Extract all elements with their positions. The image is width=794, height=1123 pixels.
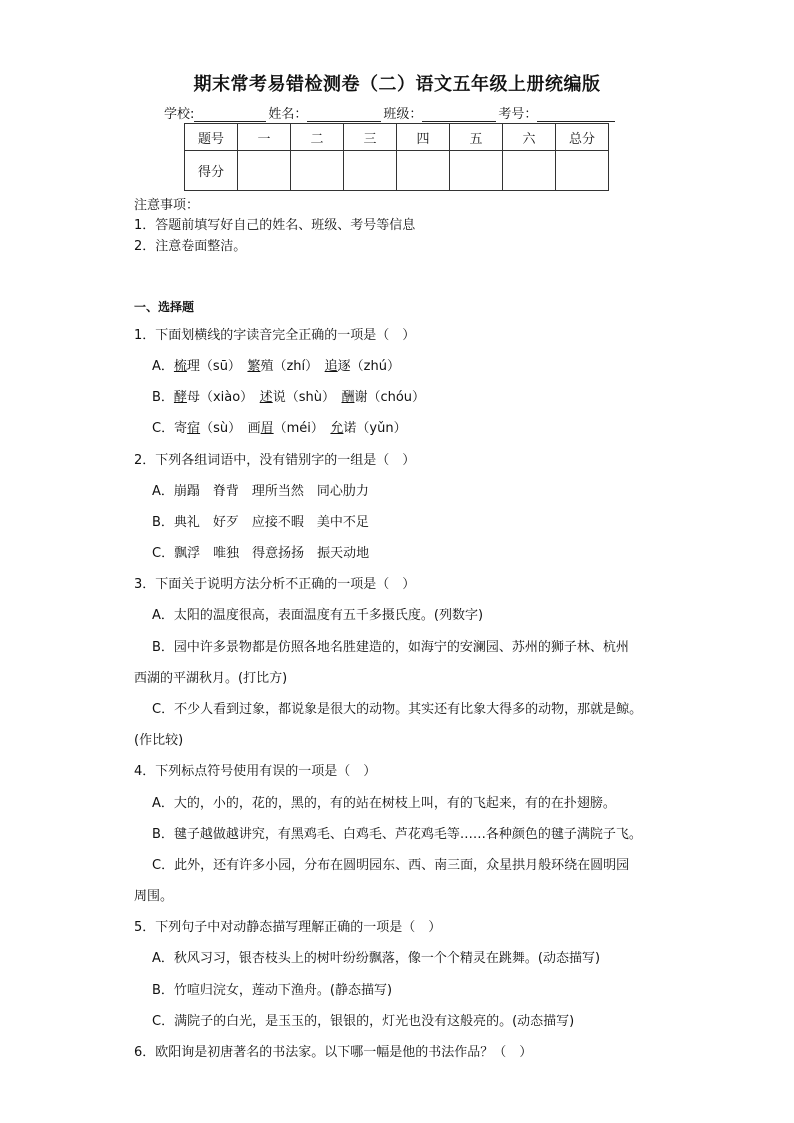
- score-cell[interactable]: [238, 151, 291, 191]
- option-c: C．不少人看到过象，都说象是很大的动物。其实还有比象大得多的动物，那就是鲸。: [152, 702, 643, 717]
- score-header-cell: 题号: [185, 124, 238, 151]
- underlined-char: 允: [330, 421, 344, 436]
- score-cell[interactable]: [291, 151, 344, 191]
- option-text: A．: [152, 359, 174, 374]
- question-stem: 2．下列各组词语中，没有错别字的一组是（ ）: [134, 453, 416, 468]
- score-header-cell: 四: [397, 124, 450, 151]
- class-label: 班级：: [383, 107, 423, 122]
- score-header-cell: 二: [291, 124, 344, 151]
- name-blank: [307, 107, 381, 122]
- page-title: 期末常考易错检测卷（二）语文五年级上册统编版: [193, 74, 601, 95]
- exam-no-blank: [537, 107, 615, 122]
- note-item: 1．答题前填写好自己的姓名、班级、考号等信息: [134, 218, 416, 233]
- underlined-char: 眉: [260, 421, 274, 436]
- question-stem: 3．下面关于说明方法分析不正确的一项是（ ）: [134, 577, 416, 592]
- option-b: B．园中许多景物都是仿照各地名胜建造的，如海宁的安澜园、苏州的狮子林、杭州: [152, 640, 629, 655]
- school-blank: [194, 107, 266, 122]
- underlined-char: 梳: [173, 359, 187, 374]
- score-cell[interactable]: [450, 151, 503, 191]
- option-a: A．大的，小的，花的，黑的，有的站在树枝上叫，有的飞起来，有的在扑翅膀。: [152, 796, 616, 811]
- notes-heading: 注意事项：: [134, 198, 200, 213]
- underlined-char: 酵: [173, 390, 187, 405]
- school-label: 学校:: [164, 107, 195, 122]
- option-b-continued: 西湖的平湖秋月。(打比方): [134, 671, 288, 686]
- option-text: 说（shù）: [272, 390, 342, 405]
- option-text: （méi）: [273, 421, 331, 436]
- option-text: 母（xiào）: [186, 390, 260, 405]
- option-b: B．竹喧归浣女，莲动下渔舟。(静态描写): [152, 983, 393, 998]
- underlined-char: 述: [259, 390, 273, 405]
- option-c-continued: 周围。: [134, 889, 174, 904]
- option-text: 逐（zhú）: [337, 359, 400, 374]
- option-a: A．秋风习习，银杏枝头上的树叶纷纷飘落，像一个个精灵在跳舞。(动态描写): [152, 951, 601, 966]
- underlined-char: 酬: [341, 390, 355, 405]
- score-cell[interactable]: [344, 151, 397, 191]
- score-row-label: 得分: [185, 151, 238, 191]
- score-table: [184, 123, 609, 191]
- question-stem: 1．下面划横线的字读音完全正确的一项是（ ）: [134, 328, 416, 343]
- option-text: 诺（yǔn）: [343, 421, 407, 436]
- option-text: 理（sū）: [186, 359, 248, 374]
- option-b: [152, 386, 425, 405]
- score-cell[interactable]: [503, 151, 556, 191]
- score-table-header-row: [185, 124, 609, 151]
- option-c-continued: (作比较): [134, 733, 184, 748]
- exam-no-label: 考号：: [498, 107, 538, 122]
- score-header-cell: 总分: [556, 124, 609, 151]
- option-text: 殖（zhí）: [260, 359, 325, 374]
- student-info-line: [164, 103, 617, 122]
- underlined-char: 宿: [187, 421, 201, 436]
- question-stem: 6．欧阳询是初唐著名的书法家。以下哪一幅是他的书法作品？（ ）: [134, 1045, 533, 1060]
- option-text: C．寄: [152, 421, 188, 436]
- question-stem: 4．下列标点符号使用有误的一项是（ ）: [134, 764, 377, 779]
- score-table-score-row: [185, 151, 609, 191]
- underlined-char: 追: [324, 359, 338, 374]
- score-header-cell: 一: [238, 124, 291, 151]
- section-title: 一、选择题: [134, 300, 195, 314]
- score-cell[interactable]: [556, 151, 609, 191]
- score-cell[interactable]: [397, 151, 450, 191]
- note-item: 2．注意卷面整洁。: [134, 239, 247, 254]
- option-text: 谢（chóu）: [354, 390, 426, 405]
- score-header-cell: 六: [503, 124, 556, 151]
- option-text: （sù） 画: [200, 421, 261, 436]
- class-blank: [422, 107, 496, 122]
- option-a: [152, 355, 400, 374]
- option-c: C．满院子的白光，是玉玉的，银银的，灯光也没有这般亮的。(动态描写): [152, 1014, 575, 1029]
- option-b: B．毽子越做越讲究，有黑鸡毛、白鸡毛、芦花鸡毛等……各种颜色的毽子满院子飞。: [152, 827, 642, 842]
- option-c: C．此外，还有许多小园，分布在圆明园东、西、南三面，众星拱月般环绕在圆明园: [152, 858, 630, 873]
- option-a: A．太阳的温度很高，表面温度有五千多摄氏度。(列数字): [152, 608, 484, 623]
- option-a: A．崩蹋 脊背 理所当然 同心肋力: [152, 484, 369, 499]
- option-b: B．典礼 好歹 应接不暇 美中不足: [152, 515, 369, 530]
- name-label: 姓名：: [268, 107, 308, 122]
- option-c: [152, 417, 407, 436]
- option-c: C．飘浮 唯独 得意扬扬 振天动地: [152, 546, 370, 561]
- underlined-char: 繁: [247, 359, 261, 374]
- score-header-cell: 三: [344, 124, 397, 151]
- score-header-cell: 五: [450, 124, 503, 151]
- question-stem: 5．下列句子中对动静态描写理解正确的一项是（ ）: [134, 920, 442, 935]
- option-text: B．: [152, 390, 174, 405]
